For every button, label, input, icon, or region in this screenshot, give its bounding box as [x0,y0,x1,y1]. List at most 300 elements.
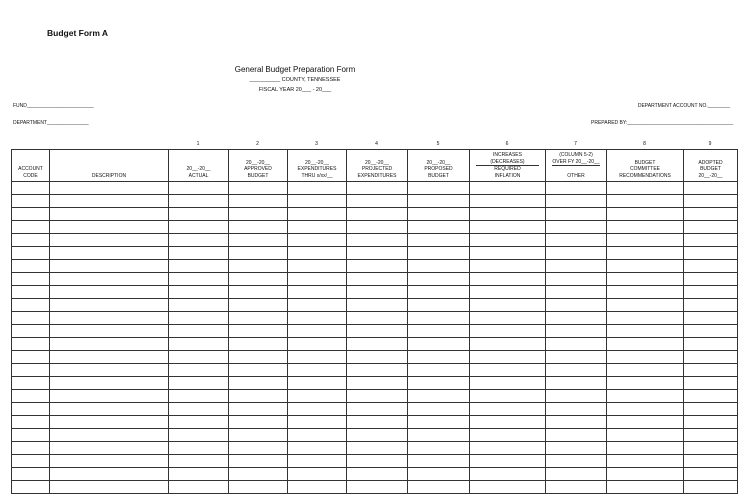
table-cell[interactable] [347,325,408,338]
table-cell[interactable] [470,390,546,403]
table-cell[interactable] [546,208,607,221]
table-cell[interactable] [684,182,738,195]
table-cell[interactable] [50,273,169,286]
table-cell[interactable] [347,312,408,325]
table-cell[interactable] [546,325,607,338]
table-cell[interactable] [408,325,470,338]
table-cell[interactable] [169,221,229,234]
table-cell[interactable] [607,377,684,390]
column-number: 4 [375,141,378,147]
table-cell[interactable] [607,182,684,195]
table-cell[interactable] [470,351,546,364]
table-cell[interactable] [50,182,169,195]
table-cell[interactable] [169,312,229,325]
table-cell[interactable] [607,390,684,403]
table-cell[interactable] [470,403,546,416]
table-cell[interactable] [408,221,470,234]
table-cell[interactable] [50,468,169,481]
column-number: 1 [196,141,200,147]
table-cell[interactable] [50,208,169,221]
table-cell[interactable] [347,455,408,468]
table-cell[interactable] [607,286,684,299]
table-cell[interactable] [169,260,229,273]
table-cell[interactable] [288,442,347,455]
table-cell[interactable] [12,338,50,351]
table-cell[interactable] [607,312,684,325]
table-cell[interactable] [684,312,738,325]
prepared-by-field[interactable]: PREPARED BY:______________________________________ [591,120,733,126]
table-row [12,182,738,195]
table-row [12,377,738,390]
table-cell[interactable] [12,325,50,338]
table-cell[interactable] [347,286,408,299]
column-number: 7 [574,141,577,147]
table-cell[interactable] [229,247,288,260]
table-cell[interactable] [169,299,229,312]
table-cell[interactable] [546,468,607,481]
table-cell[interactable] [684,403,738,416]
table-cell[interactable] [229,442,288,455]
table-cell[interactable] [169,286,229,299]
table-cell[interactable] [50,325,169,338]
table-cell[interactable] [470,195,546,208]
table-cell[interactable] [229,390,288,403]
table-cell[interactable] [607,234,684,247]
table-cell[interactable] [288,364,347,377]
table-cell[interactable] [169,338,229,351]
table-cell[interactable] [408,442,470,455]
table-cell[interactable] [169,364,229,377]
table-cell[interactable] [546,481,607,494]
table-cell[interactable] [347,338,408,351]
table-cell[interactable] [229,455,288,468]
table-cell[interactable] [347,273,408,286]
table-cell[interactable] [229,325,288,338]
table-cell[interactable] [169,481,229,494]
table-cell[interactable] [347,364,408,377]
table-cell[interactable] [546,364,607,377]
table-cell[interactable] [684,377,738,390]
table-cell[interactable] [684,455,738,468]
table-row [12,351,738,364]
table-cell[interactable] [229,429,288,442]
table-row [12,455,738,468]
table-cell[interactable] [229,221,288,234]
table-cell[interactable] [607,195,684,208]
table-cell[interactable] [408,299,470,312]
table-row [12,403,738,416]
table-cell[interactable] [288,273,347,286]
table-cell[interactable] [684,234,738,247]
table-cell[interactable] [684,325,738,338]
table-cell[interactable] [288,325,347,338]
table-cell[interactable] [50,247,169,260]
table-cell[interactable] [169,208,229,221]
table-cell[interactable] [288,286,347,299]
table-cell[interactable] [169,429,229,442]
table-cell[interactable] [288,377,347,390]
table-cell[interactable] [50,416,169,429]
table-cell[interactable] [169,377,229,390]
table-cell[interactable] [470,286,546,299]
table-cell[interactable] [684,273,738,286]
header-budget-committee-recommendations: BUDGET COMMITTEE RECOMMENDATIONS [607,150,684,182]
table-cell[interactable] [408,273,470,286]
table-cell[interactable] [288,299,347,312]
table-cell[interactable] [607,468,684,481]
table-cell[interactable] [546,312,607,325]
department-field[interactable]: DEPARTMENT_______________ [13,120,89,126]
table-cell[interactable] [408,312,470,325]
table-cell[interactable] [546,260,607,273]
table-cell[interactable] [408,338,470,351]
table-cell[interactable] [229,338,288,351]
table-cell[interactable] [229,234,288,247]
table-cell[interactable] [684,429,738,442]
header-proposed-budget: 20__-20__ PROPOSED BUDGET [408,150,470,182]
table-cell[interactable] [607,481,684,494]
table-cell[interactable] [50,442,169,455]
table-cell[interactable] [229,351,288,364]
table-cell[interactable] [347,377,408,390]
table-row [12,364,738,377]
table-cell[interactable] [288,481,347,494]
table-cell[interactable] [347,390,408,403]
table-cell[interactable] [607,208,684,221]
table-cell[interactable] [229,299,288,312]
table-cell[interactable] [408,455,470,468]
table-cell[interactable] [684,338,738,351]
table-cell[interactable] [408,351,470,364]
table-cell[interactable] [347,260,408,273]
table-cell[interactable] [288,312,347,325]
table-cell[interactable] [470,455,546,468]
table-cell[interactable] [12,260,50,273]
table-cell[interactable] [347,468,408,481]
table-cell[interactable] [347,481,408,494]
table-cell[interactable] [684,481,738,494]
table-cell[interactable] [50,299,169,312]
table-cell[interactable] [288,338,347,351]
table-cell[interactable] [347,299,408,312]
header-description: DESCRIPTION [50,150,169,182]
table-cell[interactable] [169,195,229,208]
table-cell[interactable] [546,299,607,312]
table-cell[interactable] [684,195,738,208]
table-cell[interactable] [50,351,169,364]
table-cell[interactable] [347,403,408,416]
table-cell[interactable] [607,403,684,416]
table-cell[interactable] [546,195,607,208]
table-cell[interactable] [546,429,607,442]
table-cell[interactable] [12,377,50,390]
table-cell[interactable] [288,208,347,221]
table-cell[interactable] [169,455,229,468]
table-cell[interactable] [546,403,607,416]
table-cell[interactable] [607,338,684,351]
table-cell[interactable] [408,481,470,494]
table-cell[interactable] [229,364,288,377]
table-cell[interactable] [229,286,288,299]
table-cell[interactable] [347,234,408,247]
table-cell[interactable] [169,468,229,481]
table-cell[interactable] [470,429,546,442]
table-cell[interactable] [546,455,607,468]
table-cell[interactable] [288,416,347,429]
table-cell[interactable] [607,429,684,442]
table-cell[interactable] [607,221,684,234]
table-cell[interactable] [12,416,50,429]
table-cell[interactable] [50,234,169,247]
table-cell[interactable] [408,247,470,260]
table-cell[interactable] [470,442,546,455]
table-cell[interactable] [50,260,169,273]
table-cell[interactable] [50,390,169,403]
table-cell[interactable] [607,364,684,377]
header-projected-expenditures: 20__-20__ PROJECTED EXPENDITURES [347,150,408,182]
table-row [12,338,738,351]
table-row [12,312,738,325]
table-row [12,286,738,299]
table-cell[interactable] [684,351,738,364]
table-cell[interactable] [470,273,546,286]
table-cell[interactable] [408,468,470,481]
table-cell[interactable] [684,286,738,299]
table-cell[interactable] [607,247,684,260]
table-cell[interactable] [347,429,408,442]
column-number: 2 [256,141,259,147]
table-cell[interactable] [470,338,546,351]
column-number: 9 [708,141,712,147]
table-row [12,273,738,286]
table-cell[interactable] [288,221,347,234]
table-cell[interactable] [408,260,470,273]
table-cell[interactable] [12,208,50,221]
table-cell[interactable] [169,403,229,416]
table-cell[interactable] [50,195,169,208]
table-cell[interactable] [607,299,684,312]
table-cell[interactable] [546,416,607,429]
table-cell[interactable] [288,195,347,208]
table-cell[interactable] [408,195,470,208]
table-cell[interactable] [229,182,288,195]
table-cell[interactable] [546,377,607,390]
table-cell[interactable] [229,481,288,494]
table-cell[interactable] [12,364,50,377]
table-cell[interactable] [607,455,684,468]
table-cell[interactable] [288,260,347,273]
table-cell[interactable] [470,364,546,377]
table-cell[interactable] [470,182,546,195]
table-cell[interactable] [408,429,470,442]
table-cell[interactable] [288,182,347,195]
table-cell[interactable] [12,182,50,195]
table-cell[interactable] [12,299,50,312]
table-cell[interactable] [12,481,50,494]
table-cell[interactable] [169,351,229,364]
table-cell[interactable] [408,286,470,299]
table-cell[interactable] [684,221,738,234]
table-cell[interactable] [408,234,470,247]
table-cell[interactable] [50,286,169,299]
column-number: 8 [643,141,646,147]
table-cell[interactable] [470,312,546,325]
table-cell[interactable] [229,403,288,416]
table-cell[interactable] [169,325,229,338]
table-cell[interactable] [546,182,607,195]
table-cell[interactable] [546,286,607,299]
table-cell[interactable] [408,390,470,403]
table-cell[interactable] [12,286,50,299]
table-cell[interactable] [408,377,470,390]
table-cell[interactable] [169,234,229,247]
header-divider [552,165,600,166]
table-cell[interactable] [546,221,607,234]
table-cell[interactable] [288,455,347,468]
table-cell[interactable] [347,351,408,364]
table-row [12,195,738,208]
table-cell[interactable] [347,416,408,429]
table-row [12,247,738,260]
table-cell[interactable] [684,208,738,221]
table-cell[interactable] [288,390,347,403]
table-cell[interactable] [347,247,408,260]
table-cell[interactable] [12,221,50,234]
table-cell[interactable] [684,299,738,312]
table-cell[interactable] [288,247,347,260]
table-row [12,221,738,234]
table-cell[interactable] [347,221,408,234]
table-cell[interactable] [408,208,470,221]
table-cell[interactable] [347,182,408,195]
table-cell[interactable] [684,364,738,377]
table-cell[interactable] [288,403,347,416]
table-cell[interactable] [50,338,169,351]
table-cell[interactable] [684,247,738,260]
table-cell[interactable] [169,182,229,195]
table-cell[interactable] [12,468,50,481]
table-cell[interactable] [229,208,288,221]
table-cell[interactable] [546,234,607,247]
table-cell[interactable] [50,455,169,468]
fund-field[interactable]: FUND________________________ [13,103,94,109]
table-cell[interactable] [546,338,607,351]
table-cell[interactable] [169,416,229,429]
header-account-code: ACCOUNT CODE [12,150,50,182]
table-cell[interactable] [408,364,470,377]
table-cell[interactable] [12,442,50,455]
table-row [12,260,738,273]
table-cell[interactable] [229,416,288,429]
table-cell[interactable] [50,221,169,234]
table-cell[interactable] [12,312,50,325]
table-cell[interactable] [607,260,684,273]
table-cell[interactable] [288,468,347,481]
table-cell[interactable] [12,234,50,247]
table-cell[interactable] [12,390,50,403]
table-cell[interactable] [470,468,546,481]
form-title: General Budget Preparation Form [234,65,356,74]
table-cell[interactable] [169,273,229,286]
table-cell[interactable] [684,416,738,429]
table-cell[interactable] [288,429,347,442]
table-cell[interactable] [408,416,470,429]
table-cell[interactable] [347,442,408,455]
table-cell[interactable] [470,377,546,390]
table-cell[interactable] [229,468,288,481]
table-cell[interactable] [470,247,546,260]
table-cell[interactable] [607,273,684,286]
table-cell[interactable] [546,390,607,403]
table-cell[interactable] [169,390,229,403]
table-cell[interactable] [470,221,546,234]
table-cell[interactable] [50,481,169,494]
table-cell[interactable] [229,260,288,273]
table-row [12,325,738,338]
table-cell[interactable] [288,234,347,247]
table-cell[interactable] [470,208,546,221]
table-row [12,299,738,312]
table-cell[interactable] [12,429,50,442]
table-cell[interactable] [169,247,229,260]
table-cell[interactable] [546,247,607,260]
table-cell[interactable] [169,442,229,455]
table-cell[interactable] [546,273,607,286]
table-cell[interactable] [288,351,347,364]
table-cell[interactable] [470,260,546,273]
table-cell[interactable] [229,377,288,390]
table-cell[interactable] [684,468,738,481]
table-cell[interactable] [50,429,169,442]
table-cell[interactable] [229,312,288,325]
table-cell[interactable] [50,312,169,325]
table-cell[interactable] [470,416,546,429]
table-body [12,182,738,494]
table-cell[interactable] [50,377,169,390]
table-cell[interactable] [684,442,738,455]
table-cell[interactable] [546,442,607,455]
table-cell[interactable] [408,403,470,416]
table-cell[interactable] [347,195,408,208]
county-line: __________ COUNTY, TENNESSEE [249,77,341,83]
table-cell[interactable] [229,195,288,208]
table-cell[interactable] [50,364,169,377]
table-cell[interactable] [607,351,684,364]
table-cell[interactable] [12,273,50,286]
table-cell[interactable] [684,390,738,403]
table-cell[interactable] [546,351,607,364]
table-cell[interactable] [607,325,684,338]
table-cell[interactable] [470,299,546,312]
table-cell[interactable] [12,195,50,208]
header-other: (COLUMN 5-2) OVER FY 20__-20__ OTHER [546,150,607,182]
table-cell[interactable] [12,403,50,416]
table-cell[interactable] [408,182,470,195]
table-cell[interactable] [470,325,546,338]
table-cell[interactable] [12,351,50,364]
table-cell[interactable] [684,260,738,273]
table-cell[interactable] [12,247,50,260]
table-cell[interactable] [347,208,408,221]
table-cell[interactable] [470,234,546,247]
department-account-field[interactable]: DEPARTMENT ACCOUNT NO.________ [637,103,730,109]
table-cell[interactable] [607,442,684,455]
table-cell[interactable] [229,273,288,286]
table-cell[interactable] [12,455,50,468]
table-cell[interactable] [50,403,169,416]
table-cell[interactable] [607,416,684,429]
table-cell[interactable] [470,481,546,494]
